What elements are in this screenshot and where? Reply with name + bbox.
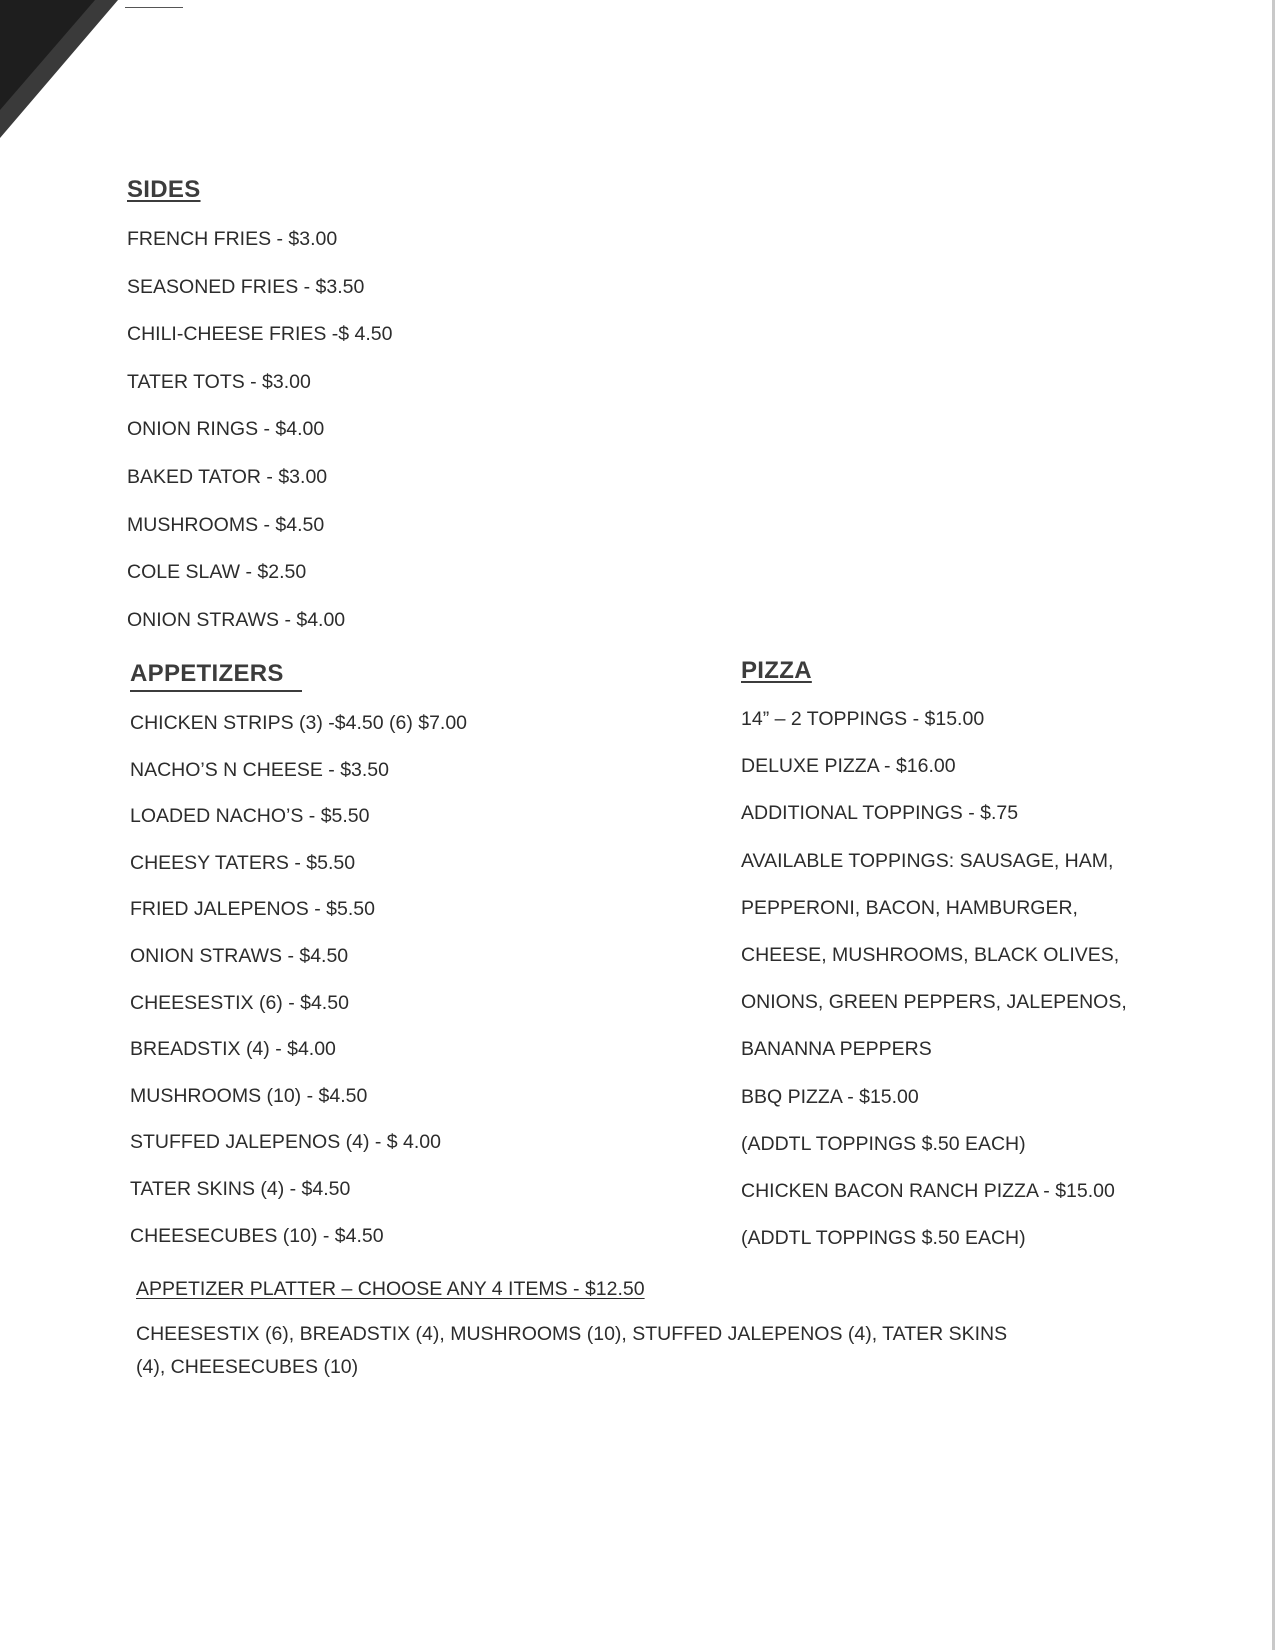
menu-item: STUFFED JALEPENOS (4) - $ 4.00 xyxy=(130,1131,442,1154)
toppings-line: CHEESE, MUSHROOMS, BLACK OLIVES, xyxy=(741,943,1120,966)
menu-item: MUSHROOMS (10) - $4.50 xyxy=(130,1084,368,1107)
menu-item: BBQ PIZZA - $15.00 xyxy=(741,1085,919,1108)
appetizers-heading: APPETIZERS xyxy=(130,660,302,692)
menu-item: DELUXE PIZZA - $16.00 xyxy=(741,755,956,778)
menu-item: BREADSTIX (4) - $4.00 xyxy=(130,1038,336,1061)
sides-heading: SIDES xyxy=(127,176,201,203)
folded-page-corner-shadow xyxy=(0,0,95,110)
menu-item: TATER TOTS - $3.00 xyxy=(127,370,311,393)
menu-item: CHICKEN BACON RANCH PIZZA - $15.00 xyxy=(741,1179,1115,1202)
scan-mark xyxy=(125,7,183,8)
menu-note: (ADDTL TOPPINGS $.50 EACH) xyxy=(741,1132,1026,1155)
menu-note: (ADDTL TOPPINGS $.50 EACH) xyxy=(741,1227,1026,1250)
sides-section xyxy=(127,176,393,658)
menu-item: COLE SLAW - $2.50 xyxy=(127,561,307,584)
menu-item: 14” – 2 TOPPINGS - $15.00 xyxy=(741,708,985,730)
menu-item: FRIED JALEPENOS - $5.50 xyxy=(130,898,375,921)
appetizers-list xyxy=(130,714,467,1273)
toppings-line: PEPPERONI, BACON, HAMBURGER, xyxy=(741,896,1078,919)
menu-item: ONION RINGS - $4.00 xyxy=(127,418,325,441)
appetizers-section xyxy=(130,660,467,1273)
menu-item: FRENCH FRIES - $3.00 xyxy=(127,228,338,250)
toppings-line: AVAILABLE TOPPINGS: SAUSAGE, HAM, xyxy=(741,849,1114,872)
menu-item: CHEESESTIX (6) - $4.50 xyxy=(130,991,349,1014)
pizza-list xyxy=(741,710,1127,1276)
menu-item: CHILI-CHEESE FRIES -$ 4.50 xyxy=(127,323,393,346)
appetizer-platter xyxy=(136,1278,1036,1384)
toppings-line: ONIONS, GREEN PEPPERS, JALEPENOS, xyxy=(741,991,1127,1014)
menu-item: NACHO’S N CHEESE - $3.50 xyxy=(130,758,389,781)
toppings-line: BANANNA PEPPERS xyxy=(741,1038,932,1061)
menu-item: MUSHROOMS - $4.50 xyxy=(127,513,325,536)
menu-item: SEASONED FRIES - $3.50 xyxy=(127,275,365,298)
pizza-section xyxy=(741,657,1127,1276)
pizza-heading: PIZZA xyxy=(741,657,812,684)
menu-item: BAKED TATOR - $3.00 xyxy=(127,465,328,488)
menu-item: ONION STRAWS - $4.50 xyxy=(130,944,349,967)
platter-title: APPETIZER PLATTER – CHOOSE ANY 4 ITEMS - $12.50 xyxy=(136,1278,645,1300)
sides-list xyxy=(127,230,393,658)
menu-item: CHEESY TATERS - $5.50 xyxy=(130,851,356,874)
platter-description: CHEESESTIX (6), BREADSTIX (4), MUSHROOMS (10), STUFFED JALEPENOS (4), TATER SKINS (4), CHEESECUBES (10) xyxy=(136,1323,1008,1378)
menu-item: LOADED NACHO’S - $5.50 xyxy=(130,805,370,828)
menu-item: ONION STRAWS - $4.00 xyxy=(127,608,346,631)
menu-item: CHEESECUBES (10) - $4.50 xyxy=(130,1224,384,1247)
menu-item: ADDITIONAL TOPPINGS - $.75 xyxy=(741,802,1019,825)
menu-item: CHICKEN STRIPS (3) -$4.50 (6) $7.00 xyxy=(130,712,468,734)
menu-item: TATER SKINS (4) - $4.50 xyxy=(130,1177,351,1200)
